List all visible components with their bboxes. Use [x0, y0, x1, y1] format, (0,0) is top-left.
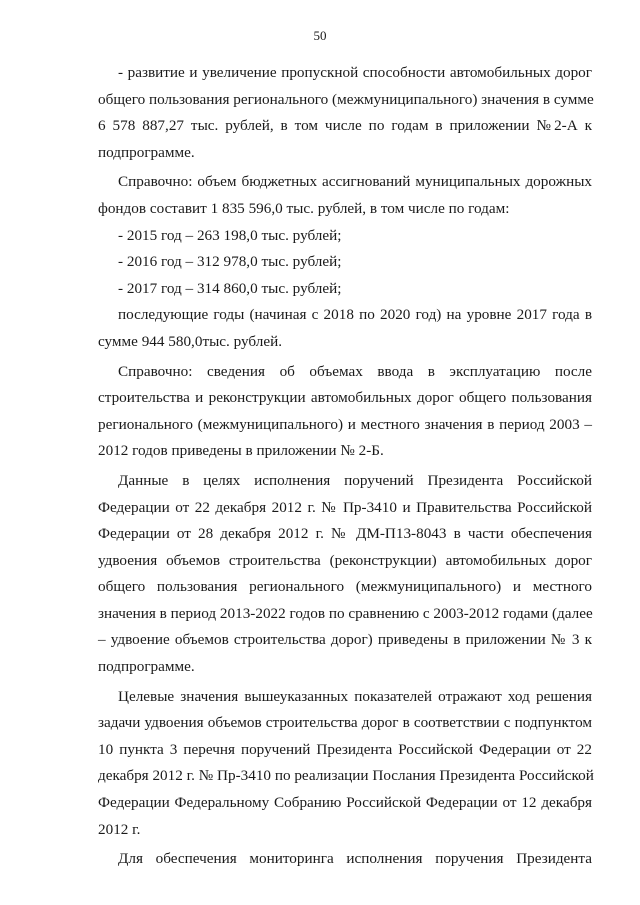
text-line: значения в период 2013-2022 годов по сравнению с 2003-2012 годами (далее	[98, 604, 593, 622]
text-line: 10 пункта 3 перечня поручений Президента Российской Федерации от 22	[98, 740, 592, 758]
text-line: 6 578 887,27 тыс. рублей, в том числе по годам в приложении №2-А к	[98, 117, 592, 135]
text-line: Для обеспечения мониторинга исполнения поручения Президента	[118, 850, 592, 868]
text-line: строительства и реконструкции автомобильных дорог общего пользования	[98, 389, 592, 407]
text-line: Федерации Федеральному Собранию Российской Федерации от 12 декабря	[98, 794, 592, 812]
text-line: задачи удвоения объемов строительства дорог в соответствии с подпунктом	[98, 714, 592, 732]
text-line: сумме 944 580,0тыс. рублей.	[98, 332, 282, 350]
text-line: Целевые значения вышеуказанных показателей отражают ход решения	[118, 687, 592, 705]
text-line: - 2017 год – 314 860,0 тыс. рублей;	[118, 279, 342, 297]
text-line: Федерации от 22 декабря 2012 г. № Пр-3410 и Правительства Российской	[98, 498, 592, 516]
text-line: декабря 2012 г. № Пр-3410 по реализации Послания Президента Российской	[98, 767, 594, 785]
text-line: – удвоение объемов строительства дорог) приведены в приложении № 3 к	[98, 631, 592, 649]
text-line: Данные в целях исполнения поручений Президента Российской	[118, 471, 592, 489]
text-line: 2012 годов приведены в приложении № 2-Б.	[98, 442, 384, 460]
text-line: последующие годы (начиная с 2018 по 2020 год) на уровне 2017 года в	[118, 306, 592, 324]
text-line: подпрограмме.	[98, 143, 195, 161]
text-line: - развитие и увеличение пропускной способности автомобильных дорог	[118, 64, 592, 81]
text-line: Федерации от 28 декабря 2012 г. № ДМ-П13-8043 в части обеспечения	[98, 525, 592, 543]
page-number: 50	[313, 28, 327, 43]
text-line: 2012 г.	[98, 820, 141, 838]
text-line: Справочно: объем бюджетных ассигнований муниципальных дорожных	[118, 173, 592, 191]
text-line: общего пользования регионального (межмуниципального) и местного	[98, 578, 592, 596]
text-line: подпрограмме.	[98, 658, 195, 676]
text-line: - 2016 год – 312 978,0 тыс. рублей;	[118, 253, 342, 271]
text-line: общего пользования регионального (межмуниципального) значения в сумме	[98, 90, 594, 108]
text-body	[98, 60, 594, 873]
text-line: регионального (межмуниципального) и местного значения в период 2003 –	[98, 415, 592, 433]
text-line: Справочно: сведения об объемах ввода в эксплуатацию после	[118, 362, 592, 380]
text-line: фондов составит 1 835 596,0 тыс. рублей, в том числе по годам:	[98, 199, 510, 217]
text-line: удвоения объемов строительства (реконструкции) автомобильных дорог	[98, 551, 592, 569]
text-line: - 2015 год – 263 198,0 тыс. рублей;	[118, 226, 342, 244]
